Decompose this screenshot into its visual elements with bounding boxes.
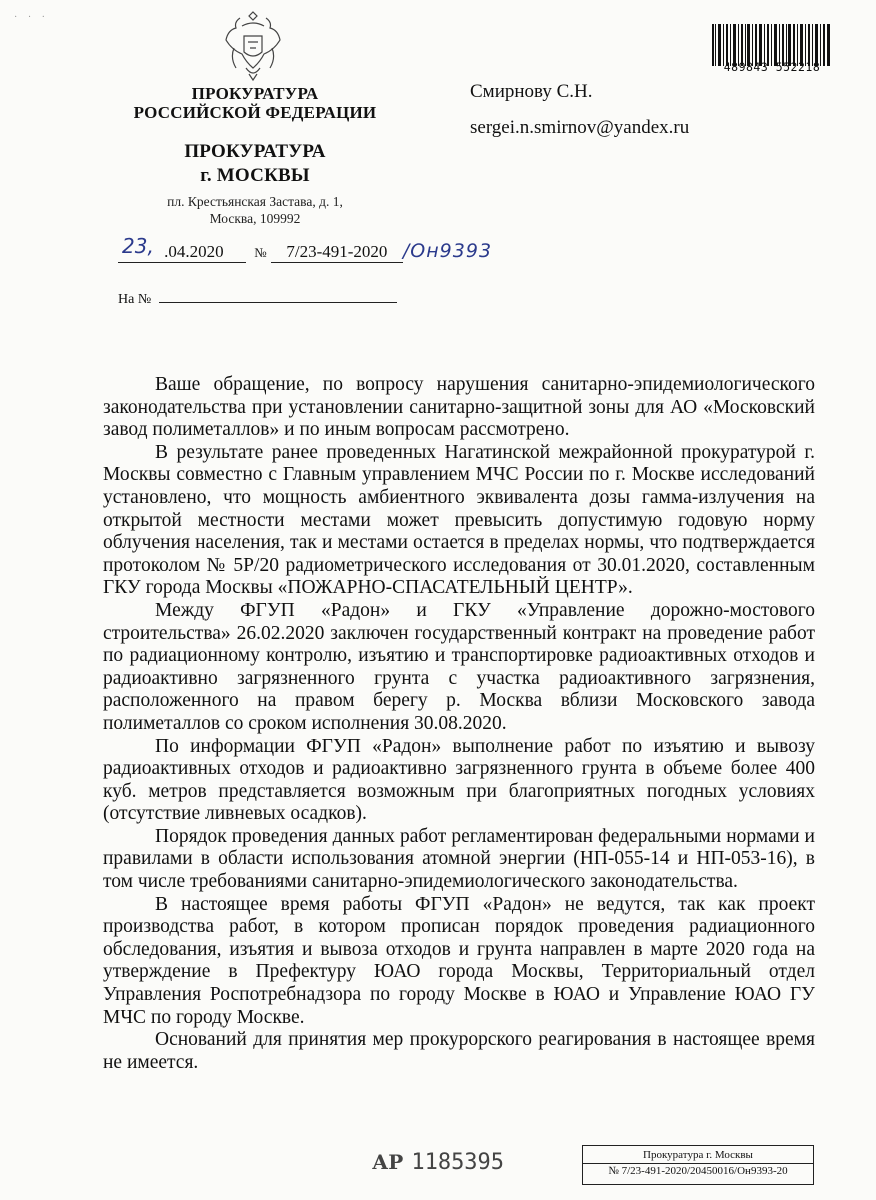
handwritten-day: 23 bbox=[122, 234, 148, 258]
stamp-line: Прокуратура г. Москвы bbox=[583, 1148, 813, 1164]
body-paragraph: Ваше обращение, по вопросу нарушения санитарно-эпидемиологического законодательства при установлении санитарно-защитной зоны для АО «Московский завод полиметаллов» и по иным вопросам рассмотрено. bbox=[103, 374, 815, 441]
number-label: № bbox=[254, 245, 267, 260]
recipient-block bbox=[470, 74, 689, 146]
stamp-line: № 7/23-491-2020/20450016/Он9393-20 bbox=[608, 1165, 788, 1177]
ap-prefix: АР bbox=[372, 1150, 404, 1174]
ap-number: 1185395 bbox=[411, 1150, 505, 1175]
reply-reference-row bbox=[118, 292, 397, 308]
barcode-number: 489843 552218 bbox=[723, 60, 821, 74]
org-name-line: ПРОКУРАТУРА bbox=[191, 84, 319, 103]
body-paragraph: Между ФГУП «Радон» и ГКУ «Управление дорожно-мостового строительства» 26.02.2020 заключен государственный контракт на проведение работ по радиационному контролю, изъятию и транспортировке радиоактивных отходов и радиоактивно загрязненного грунта с участка радиоактивного загрязнения, расположенного на правом берегу р. Москва вблизи Московского завода полиметаллов со сроком исполнения 30.08.2020. bbox=[103, 599, 815, 734]
reply-reference-line bbox=[159, 302, 397, 303]
office-name-block bbox=[110, 140, 400, 188]
coat-of-arms-emblem bbox=[220, 8, 286, 82]
letter-body bbox=[103, 374, 815, 1074]
outgoing-number: 7/23-491-2020 bbox=[271, 242, 403, 263]
office-name-line: г. МОСКВЫ bbox=[200, 165, 310, 186]
ap-serial bbox=[372, 1150, 504, 1175]
registration-stamp bbox=[582, 1145, 814, 1185]
date-month-year: .04.2020 bbox=[164, 242, 224, 261]
body-paragraph: В настоящее время работы ФГУП «Радон» не ведутся, так как проект производства работ, в котором прописан порядок проведения радиационного обследования, изъятия и вывоза отходов и грунта направлен в марте 2020 года на утверждение в Префектуру ЮАО города Москвы, Территориальный отдел Управления Роспотребнадзора по городу Москве в ЮАО и Управление ЮАО ГУ МЧС по городу Москве. bbox=[103, 893, 815, 1028]
recipient-name: Смирнову С.Н. bbox=[470, 81, 593, 102]
scan-artifact: · · · bbox=[14, 12, 49, 23]
org-name-block bbox=[110, 84, 400, 122]
body-paragraph: Порядок проведения данных работ регламентирован федеральными нормами и правилами в области использования атомной энергии (НП-055-14 и НП-053-16), в том числе требованиями санитарно-эпидемиологического законодательства. bbox=[103, 825, 815, 893]
office-name-line: ПРОКУРАТУРА bbox=[184, 141, 326, 162]
address-line: пл. Крестьянская Застава, д. 1, bbox=[167, 194, 343, 209]
recipient-email: sergei.n.smirnov@yandex.ru bbox=[470, 117, 690, 138]
address-line: Москва, 109992 bbox=[209, 211, 301, 226]
body-paragraph: В результате ранее проведенных Нагатинской межрайонной прокуратурой г. Москвы совместно с Главным управлением МЧС России по г. Москве исследований установлено, что мощность амбиентного эквивалента дозы гамма-излучения на открытой местности местами может превысить допустимую годовую норму облучения населения, так и местами остается в пределах нормы, что подтверждается протоколом № 5Р/20 радиометрического исследования от 30.01.2020, составленным ГКУ города Москвы «ПОЖАРНО-СПАСАТЕЛЬНЫЙ ЦЕНТР». bbox=[103, 441, 815, 599]
date-field: 23, .04.2020 bbox=[118, 238, 246, 263]
body-paragraph: По информации ФГУП «Радон» выполнение работ по изъятию и вывозу радиоактивных отходов и радиоактивно загрязненного грунта в объеме более 400 куб. метров представляется возможным при благоприятных погодных условиях (отсутствие ливневых осадков). bbox=[103, 735, 815, 825]
body-paragraph: Оснований для принятия мер прокурорского реагирования в настоящее время не имеется. bbox=[103, 1029, 815, 1073]
reply-reference-label: На № bbox=[118, 292, 152, 307]
handwritten-suffix: /Он9393 bbox=[402, 240, 493, 262]
date-number-row bbox=[118, 234, 493, 263]
office-address bbox=[130, 193, 380, 227]
org-name-line: РОССИЙСКОЙ ФЕДЕРАЦИИ bbox=[133, 103, 377, 122]
